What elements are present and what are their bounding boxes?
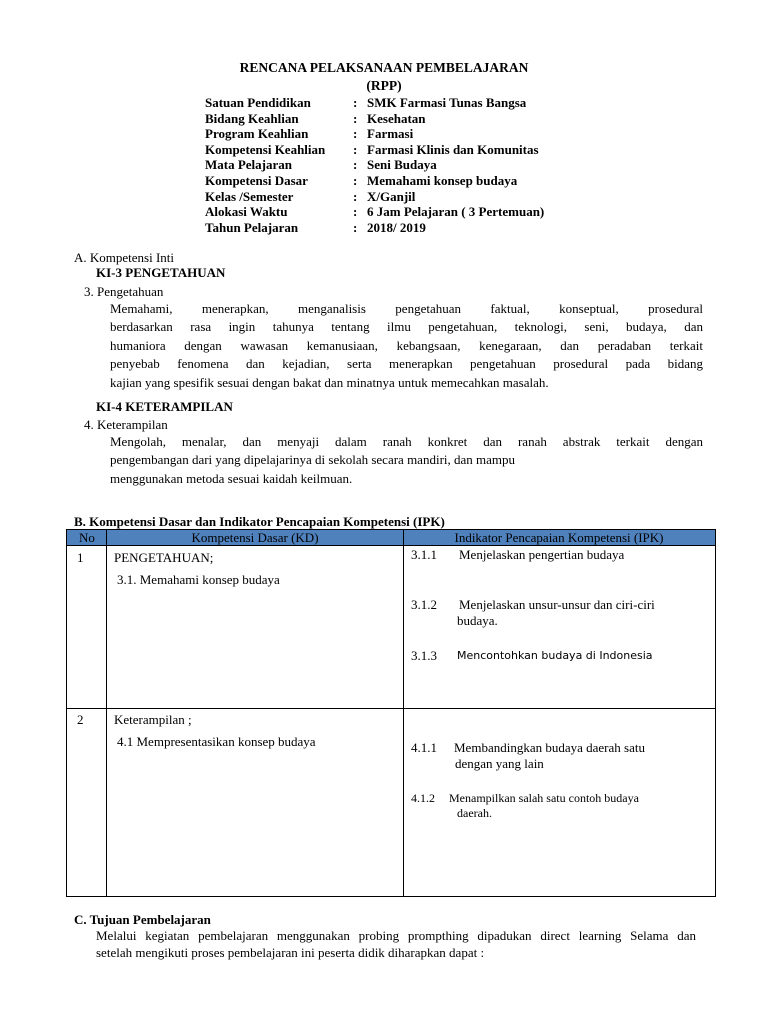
info-label: Alokasi Waktu: [205, 204, 288, 220]
section-a-heading: A. Kompetensi Inti: [74, 250, 175, 265]
ki3-title: KI-3 PENGETAHUAN: [96, 265, 226, 280]
info-value: Memahami konsep budaya: [367, 172, 518, 188]
info-row: [205, 142, 544, 158]
ipk-code: 3.1.3: [411, 648, 437, 663]
ipk-text: Menjelaskan unsur-unsur dan ciri-ciri: [459, 597, 655, 612]
info-separator: :: [353, 126, 358, 142]
section-b-heading: B. Kompetensi Dasar dan Indikator Pencapaian Kompetensi (IPK): [74, 514, 445, 529]
ipk-text-continuation: dengan yang lain: [455, 756, 544, 771]
ipk-code: 3.1.1: [411, 547, 437, 562]
document-subtitle: (RPP): [366, 78, 402, 93]
info-value: Seni Budaya: [367, 157, 437, 173]
info-row: [205, 173, 544, 189]
info-separator: :: [353, 141, 358, 157]
info-label: Bidang Keahlian: [205, 110, 299, 126]
ki3-item: 3. Pengetahuan: [84, 284, 164, 299]
info-value: 6 Jam Pelajaran ( 3 Pertemuan): [367, 204, 545, 220]
paragraph-line: Memahami, menerapkan, menganalisis pengetahuan faktual, konseptual, prosedural: [110, 301, 703, 316]
column-divider: [106, 530, 107, 896]
row-number: 2: [77, 712, 84, 727]
ipk-text-continuation: budaya.: [457, 613, 498, 628]
info-row: [205, 157, 544, 173]
header-kd: Kompetensi Dasar (KD): [191, 530, 319, 545]
ipk-text-continuation: daerah.: [457, 806, 492, 820]
info-separator: :: [353, 95, 358, 110]
info-value: Farmasi: [367, 126, 414, 142]
info-row: [205, 220, 544, 236]
document-title: RENCANA PELAKSANAAN PEMBELAJARAN: [239, 60, 529, 75]
column-divider: [403, 530, 404, 896]
kd-item: 3.1. Memahami konsep budaya: [117, 572, 280, 587]
info-separator: :: [353, 110, 358, 126]
ipk-text: Menjelaskan pengertian budaya: [459, 547, 625, 562]
ipk-text: Mencontohkan budaya di Indonesia: [457, 649, 653, 662]
ipk-code: 4.1.1: [411, 740, 437, 755]
ipk-text: Menampilkan salah satu contoh budaya: [449, 791, 639, 805]
paragraph-line: menggunakan metoda sesuai kaidah keilmuan.: [110, 470, 353, 486]
ki4-title: KI-4 KETERAMPILAN: [96, 399, 233, 414]
ki4-item: 4. Keterampilan: [84, 417, 168, 432]
info-separator: :: [353, 172, 358, 188]
info-label: Mata Pelajaran: [205, 157, 293, 173]
paragraph-line: penyebab fenomena dan kejadian, serta menerapkan pengetahuan prosedural pada bidang: [110, 356, 703, 372]
ki3-paragraph: [110, 300, 703, 392]
info-value: 2018/ 2019: [367, 219, 426, 235]
ipk-code: 3.1.2: [411, 597, 437, 612]
paragraph-line: Mengolah, menalar, dan menyaji dalam ranah konkret dan ranah abstrak terkait dengan: [110, 434, 703, 449]
paragraph-line: humaniora dengan wawasan kemanusiaan, kebangsaan, kenegaraan, dan peradaban terkait: [110, 337, 703, 353]
ki4-paragraph: [110, 433, 703, 488]
kd-title: PENGETAHUAN;: [114, 550, 214, 565]
info-row: [205, 95, 544, 111]
info-value: X/Ganjil: [367, 188, 416, 204]
ipk-text: Membandingkan budaya daerah satu: [454, 740, 645, 755]
header-ipk: Indikator Pencapaian Kompetensi (IPK): [454, 530, 664, 545]
paragraph-line: pengembangan dari yang dipelajarinya di sekolah secara mandiri, dan mampu: [110, 452, 516, 468]
info-label: Kelas /Semester: [205, 188, 294, 204]
info-separator: :: [353, 219, 358, 235]
info-separator: :: [353, 157, 358, 173]
paragraph-line: kajian yang spesifik sesuai dengan bakat dan minatnya untuk memecahkan masalah.: [110, 374, 549, 390]
info-label: Kompetensi Keahlian: [205, 141, 326, 157]
kd-ipk-table: [66, 529, 716, 897]
kd-title: Keterampilan ;: [114, 712, 192, 727]
identity-block: [205, 95, 544, 235]
info-row: [205, 111, 544, 127]
kd-item: 4.1 Mempresentasikan konsep budaya: [117, 734, 316, 749]
info-separator: :: [353, 204, 358, 220]
info-value: SMK Farmasi Tunas Bangsa: [367, 95, 527, 110]
info-separator: :: [353, 188, 358, 204]
paragraph-line: setelah mengikuti proses pembelajaran ini peserta didik diharapkan dapat :: [96, 945, 485, 960]
paragraph-line: berdasarkan rasa ingin tahunya tentang ilmu pengetahuan, teknologi, seni, budaya, dan: [110, 319, 703, 335]
info-value: Farmasi Klinis dan Komunitas: [367, 141, 539, 157]
info-row: [205, 204, 544, 220]
row-divider: [67, 708, 715, 709]
row-number: 1: [77, 550, 84, 565]
section-c-heading: C. Tujuan Pembelajaran: [74, 912, 211, 927]
section-c-paragraph: [96, 927, 696, 961]
header-no: No: [79, 530, 95, 545]
info-row: [205, 189, 544, 205]
info-label: Satuan Pendidikan: [205, 95, 311, 110]
info-label: Tahun Pelajaran: [205, 219, 299, 235]
paragraph-line: Melalui kegiatan pembelajaran menggunakan probing prompthing dipadukan direct learning Selama dan: [96, 928, 696, 943]
info-row: [205, 126, 544, 142]
info-label: Program Keahlian: [205, 126, 309, 142]
info-label: Kompetensi Dasar: [205, 172, 308, 188]
ipk-code: 4.1.2: [411, 791, 435, 805]
info-value: Kesehatan: [367, 110, 426, 126]
